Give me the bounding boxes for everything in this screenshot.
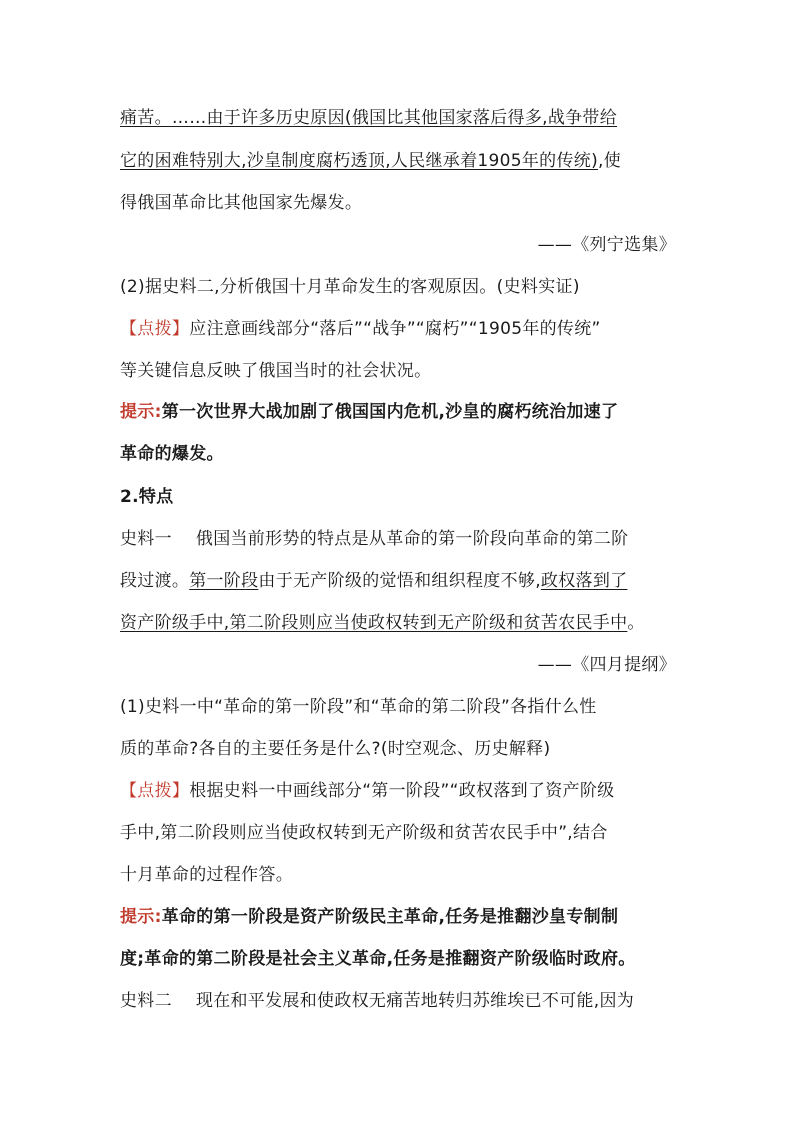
hint-text: 等关键信息反映了俄国当时的社会状况。 — [120, 361, 432, 381]
source-text: 现在和平发展和使政权无痛苦地转归苏维埃已不可能,因为 — [195, 991, 635, 1011]
text-line-2 — [120, 150, 676, 172]
underlined-quote: 它的困难特别大,沙皇制度腐朽透顶,人民继承着1905年的传统) — [120, 151, 599, 171]
hint-tag: 【点拨】 — [120, 319, 190, 339]
question-text: (2)据史料二,分析俄国十月革命发生的客观原因。(史料实证) — [120, 277, 580, 297]
text-line-19 — [120, 864, 676, 886]
question-text: 质的革命?各自的主要任务是什么?(时空观念、历史解释) — [120, 739, 551, 759]
source-citation — [120, 654, 676, 676]
text-line-12 — [120, 570, 676, 592]
hint-text: 根据史料一中画线部分“第一阶段”“政权落到了资产阶级 — [189, 781, 615, 801]
underlined-quote: 痛苦。……由于许多历史原因(俄国比其他国家落后得多,战争带给 — [120, 108, 618, 128]
hint-text: 手中,第二阶段则应当使政权转到无产阶级和贫苦农民手中”,结合 — [120, 823, 608, 843]
underlined-phrase: 第一阶段 — [189, 571, 259, 591]
answer-text: 度;革命的第二阶段是社会主义革命,任务是推翻资产阶级临时政府。 — [120, 949, 636, 969]
hint-tag: 【点拨】 — [120, 781, 190, 801]
question-text: (1)史料一中“革命的第一阶段”和“革命的第二阶段”各指什么性 — [120, 697, 597, 717]
answer-text: 革命的第一阶段是资产阶级民主革命,任务是推翻沙皇专制制 — [161, 907, 619, 927]
answer-tag: 提示: — [120, 402, 162, 422]
text: 。 — [627, 613, 645, 633]
text-line-3 — [120, 192, 676, 214]
hint-text: 十月革命的过程作答。 — [120, 865, 293, 885]
heading-text: 2.特点 — [120, 487, 174, 507]
question-2 — [120, 276, 676, 298]
text-line-9 — [120, 443, 676, 465]
text-line-1 — [120, 107, 676, 129]
question-1 — [120, 696, 676, 718]
hint-block — [120, 780, 676, 802]
answer-tag: 提示: — [120, 907, 162, 927]
section-heading — [120, 486, 676, 508]
source-text: 俄国当前形势的特点是从革命的第一阶段向革命的第二阶 — [195, 529, 629, 549]
answer-text: 第一次世界大战加剧了俄国国内危机,沙皇的腐朽统治加速了 — [161, 402, 619, 422]
source-label: 史料二 — [120, 991, 172, 1011]
answer-text: 革命的爆发。 — [120, 444, 224, 464]
text: 得俄国革命比其他国家先爆发。 — [120, 193, 363, 213]
text: 由于无产阶级的觉悟和组织程度不够, — [258, 571, 541, 591]
hint-block — [120, 318, 676, 340]
answer-block — [120, 401, 676, 423]
source-2 — [120, 990, 676, 1012]
text-line-16 — [120, 738, 676, 760]
text-line-21 — [120, 948, 676, 970]
source-label: 史料一 — [120, 529, 172, 549]
citation-text: ——《四月提纲》 — [537, 655, 676, 675]
underlined-phrase: 政权落到了 — [540, 571, 628, 591]
text-line-7 — [120, 360, 676, 382]
text-line-13 — [120, 612, 676, 634]
answer-block — [120, 906, 676, 928]
text: ,使 — [598, 151, 622, 171]
citation-text: ——《列宁选集》 — [537, 235, 676, 255]
text-line-18 — [120, 822, 676, 844]
text: 段过渡。 — [120, 571, 190, 591]
source-citation — [120, 234, 676, 256]
hint-text: 应注意画线部分“落后”“战争”“腐朽”“1905年的传统” — [189, 319, 601, 339]
underlined-phrase: 资产阶级手中,第二阶段则应当使政权转到无产阶级和贫苦农民手中 — [120, 613, 628, 633]
source-1 — [120, 528, 676, 550]
